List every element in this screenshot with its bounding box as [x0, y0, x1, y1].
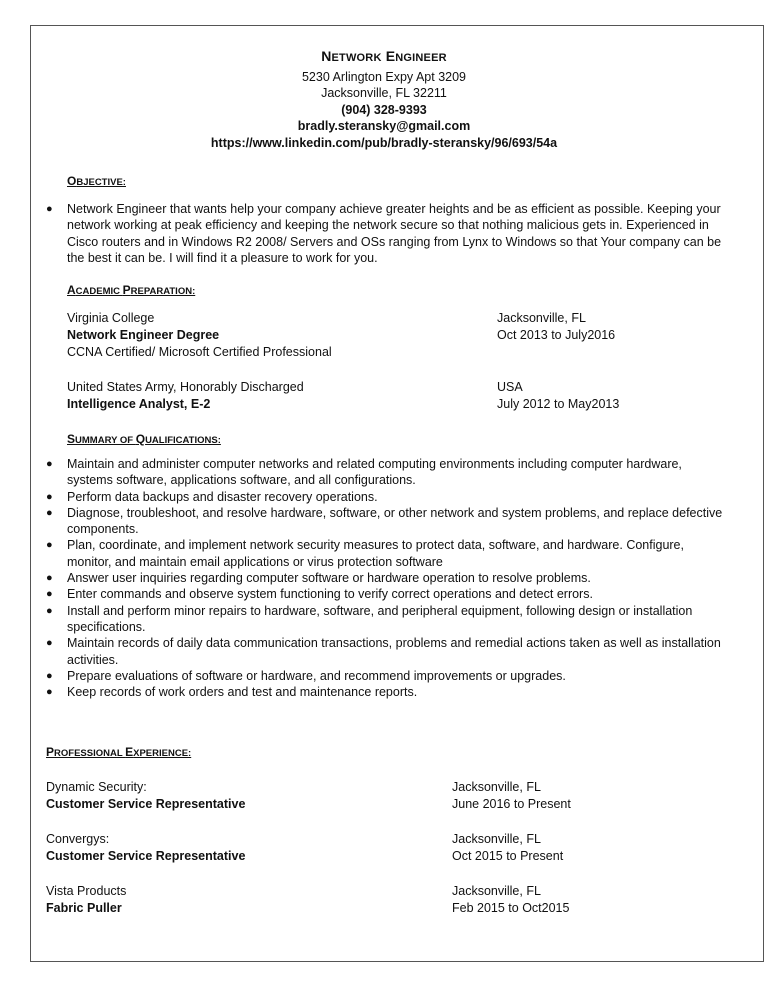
objective-item: ● Network Engineer that wants help your company achieve greater heights and be as efficient as possible. Keeping your network working at peak efficiency and keeping the network secure so that nothing malicious gets in. Experienced in Cisco routers and in Windows R2 2008/ Servers and OSs ranging from Lynx to Windows so that Your company can be the best it can be. I will find it a pleasure to work for you. [46, 202, 722, 265]
linkedin-url: https://www.linkedin.com/pub/bradly-steransky/96/693/54a [210, 135, 558, 150]
experience-employer: Dynamic Security: [46, 780, 147, 794]
list-item: ● Plan, coordinate, and implement network security measures to protect data, software, and hardware. Configure, monitor, and maintain email applications or virus protection software [46, 538, 684, 569]
address-line-1: 5230 Arlington Expy Apt 3209 [301, 69, 466, 84]
experience-location: Jacksonville, FL [452, 780, 541, 794]
experience-location: Jacksonville, FL [452, 884, 541, 898]
experience-heading: PROFESSIONAL EXPERIENCE: [46, 745, 192, 759]
address-line-2: Jacksonville, FL 32211 [321, 86, 447, 100]
experience-dates: June 2016 to Present [452, 797, 571, 811]
list-item: ● Install and perform minor repairs to hardware, software, and peripheral equipment, following design or installation specifications. [46, 603, 693, 634]
bullet-icon: ● [46, 572, 53, 585]
phone-number: (904) 328-9393 [341, 102, 427, 117]
bullet-icon: ● [46, 669, 53, 682]
bullet-icon: ● [46, 490, 53, 503]
bullet-icon: ● [46, 203, 53, 215]
experience-position: Customer Service Representative [46, 849, 246, 863]
experience-dates: Oct 2015 to Present [452, 849, 564, 863]
resume-header [0, 48, 768, 151]
bullet-icon: ● [46, 604, 53, 617]
list-item: ● Perform data backups and disaster recovery operations. [46, 489, 378, 504]
academic-degree: Network Engineer Degree [67, 328, 220, 342]
bullet-icon: ● [46, 539, 53, 552]
academic-location: USA [497, 380, 523, 394]
experience-employer: Vista Products [46, 884, 127, 898]
objective-heading: OBJECTIVE: [67, 174, 126, 188]
list-item: ● Prepare evaluations of software or hardware, and recommend improvements or upgrades. [46, 668, 566, 683]
experience-dates: Feb 2015 to Oct2015 [452, 901, 570, 915]
academic-dates: Oct 2013 to July2016 [497, 328, 616, 342]
academic-extra: CCNA Certified/ Microsoft Certified Professional [67, 345, 332, 359]
qualifications-heading: SUMMARY OF QUALIFICATIONS: [67, 432, 221, 446]
academic-heading: ACADEMIC PREPARATION: [67, 283, 196, 297]
list-item: ● Answer user inquiries regarding computer software or hardware operation to resolve problems. [46, 571, 591, 586]
academic-location: Jacksonville, FL [497, 311, 586, 325]
academic-institution: United States Army, Honorably Discharged [67, 380, 304, 394]
bullet-icon: ● [46, 458, 53, 470]
academic-dates: July 2012 to May2013 [497, 397, 620, 411]
bullet-icon: ● [46, 506, 53, 519]
list-item: ● Enter commands and observe system functioning to verify correct operations and detect errors. [46, 587, 593, 602]
list-item: ● Diagnose, troubleshoot, and resolve hardware, software, or other network and system problems, and replace defective components. [46, 505, 723, 537]
experience-employer: Convergys: [46, 832, 110, 846]
experience-position: Customer Service Representative [46, 797, 246, 811]
qualifications-list [46, 456, 747, 700]
bullet-icon: ● [46, 686, 53, 699]
list-item: ● Keep records of work orders and test and maintenance reports. [46, 685, 418, 700]
bullet-icon: ● [46, 637, 53, 650]
experience-position: Fabric Puller [46, 901, 122, 915]
academic-degree: Intelligence Analyst, E-2 [67, 397, 211, 411]
email-address: bradly.steransky@gmail.com [297, 119, 471, 133]
bullet-icon: ● [46, 588, 53, 601]
academic-institution: Virginia College [67, 311, 155, 325]
list-item: ● Maintain and administer computer networks and related computing environments including computer hardware, systems software, applications software, and all configurations. [46, 457, 682, 488]
resume-title: NETWORK ENGINEER [321, 48, 447, 64]
experience-location: Jacksonville, FL [452, 832, 541, 846]
list-item: ● Maintain records of daily data communication transactions, problems and remedial actions taken as well as installation activities. [46, 636, 721, 667]
objective-list [46, 201, 722, 266]
